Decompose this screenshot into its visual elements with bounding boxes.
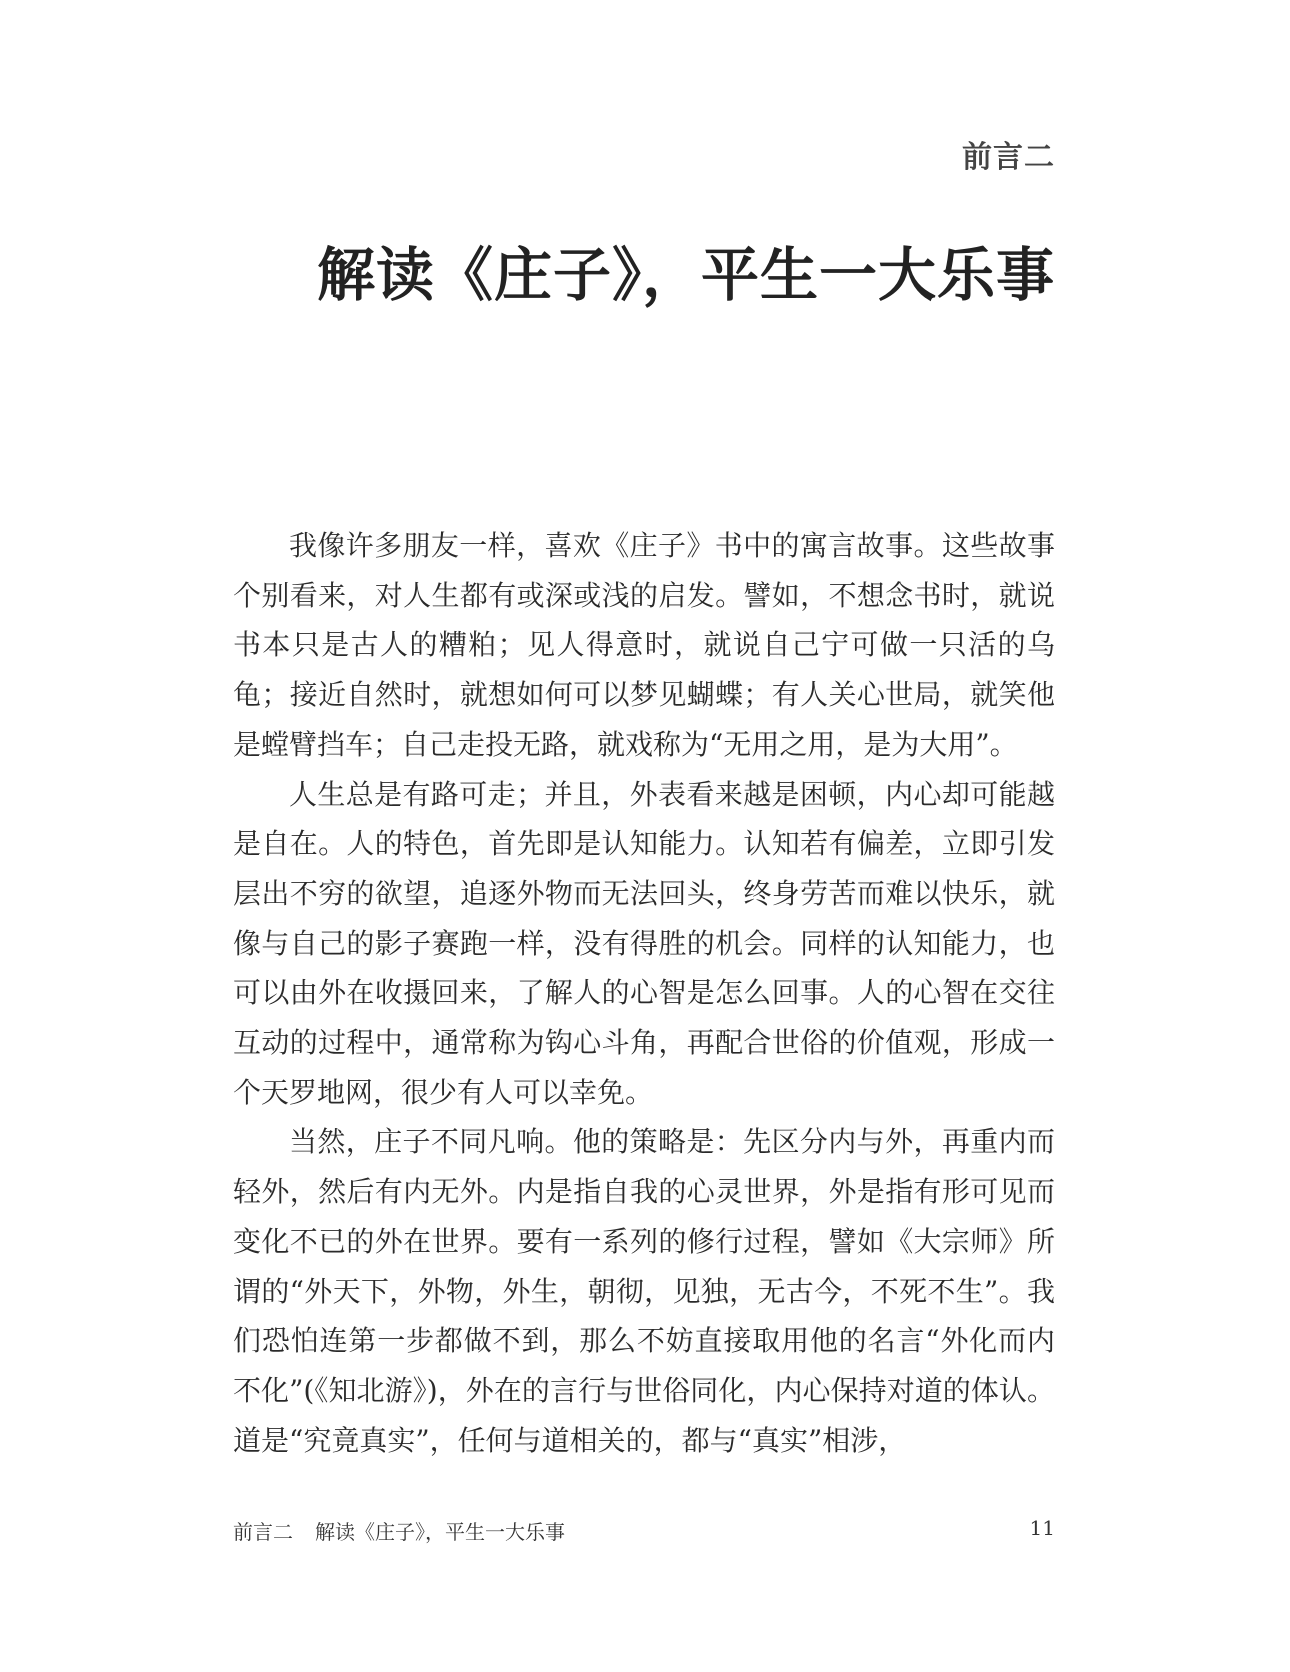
footer-title: 解读《庄子》，平生一大乐事 bbox=[315, 1520, 565, 1544]
chapter-label: 前言二 bbox=[962, 140, 1055, 175]
paragraph-3: 当然，庄子不同凡响。他的策略是：先区分内与外，再重内而轻外，然后有内无外。内是指自我的心灵世界，外是指有形可见而变化不已的外在世界。要有一系列的修行过程，譬如《大宗师》所谓的“外天下，外物，外生，朝彻，见独，无古今，不死不生”。我们恐怕连第一步都做不到，那么不妨直接取用他的名言“外化而内不化”(《知北游》)，外在的言行与世俗同化，内心保持对道的体认。道是“究竟真实”，任何与道相关的，都与“真实”相涉， bbox=[233, 1125, 1055, 1457]
body-text bbox=[233, 521, 1055, 1465]
paragraph-2: 人生总是有路可走；并且，外表看来越是困顿，内心却可能越是自在。人的特色，首先即是认知能力。认知若有偏差，立即引发层出不穷的欲望，追逐外物而无法回头，终身劳苦而难以快乐，就像与自己的影子赛跑一样，没有得胜的机会。同样的认知能力，也可以由外在收摄回来，了解人的心智是怎么回事。人的心智在交往互动的过程中，通常称为钩心斗角，再配合世俗的价值观，形成一个天罗地网，很少有人可以幸免。 bbox=[233, 777, 1055, 1109]
running-footer bbox=[233, 1516, 565, 1545]
paragraph-1: 我像许多朋友一样，喜欢《庄子》书中的寓言故事。这些故事个别看来，对人生都有或深或浅的启发。譬如，不想念书时，就说书本只是古人的糟粕；见人得意时，就说自己宁可做一只活的乌龟；接近自然时，就想如何可以梦见蝴蝶；有人关心世局，就笑他是螳臂挡车；自己走投无路，就戏称为“无用之用，是为大用”。 bbox=[233, 529, 1055, 761]
page-number: 11 bbox=[1029, 1516, 1055, 1540]
chapter-title: 解读《庄子》，平生一大乐事 bbox=[316, 241, 1055, 309]
footer-chapter: 前言二 bbox=[233, 1520, 293, 1544]
